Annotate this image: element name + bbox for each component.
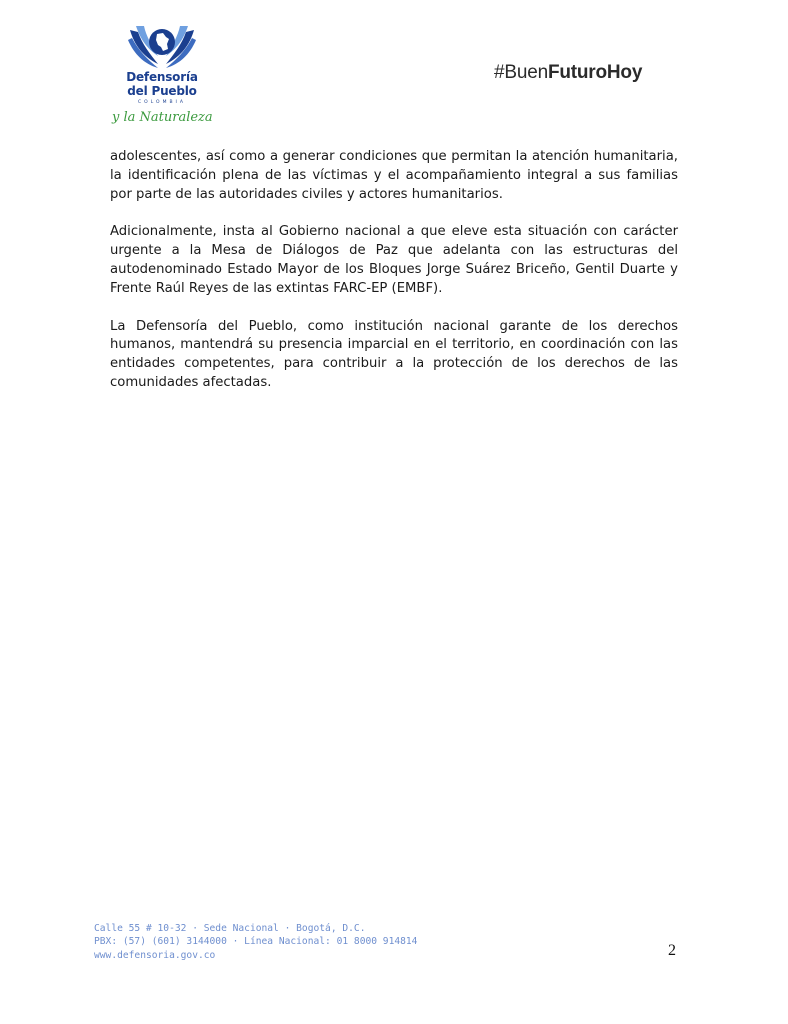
body-paragraph: La Defensoría del Pueblo, como institución nacional garante de los derechos humanos, mantendrá su presencia imparcial en el territorio, en coordinación con las entidades competentes, para contribuir a la protección de los derechos de las comunidades afectadas. <box>110 318 678 390</box>
body-paragraph: adolescentes, así como a generar condiciones que permitan la atención humanitaria, la identificación plena de las víctimas y el acompañamiento integral a sus familias por parte de las autoridades civiles y actores humanitarios. <box>110 149 678 202</box>
body-paragraph: Adicionalmente, insta al Gobierno nacional a que eleve esta situación con carácter urgente a la Mesa de Diálogos de Paz que adelanta con las estructuras del autodenominado Estado Mayor de los Bloques Jorge Suárez Briceño, Gentil Duarte y Frente Raúl Reyes de las extintas FARC-EP (EMBF). <box>110 224 678 296</box>
footer-address: Calle 55 # 10-32 · Sede Nacional · Bogotá, D.C. <box>94 923 366 934</box>
page-footer <box>94 922 417 962</box>
page-number: 2 <box>668 942 676 959</box>
hashtag-part1: #Buen <box>494 62 548 83</box>
campaign-hashtag <box>494 62 642 84</box>
footer-phone: PBX: (57) (601) 3144000 · Línea Nacional: 01 8000 914814 <box>94 936 418 948</box>
footer-website[interactable]: www.defensoria.gov.co <box>94 949 216 961</box>
defensoria-logo <box>104 24 220 136</box>
logo-country: COLOMBIA <box>138 100 186 105</box>
logo-name-line1: Defensoría <box>126 70 198 84</box>
logo-tagline: y la Naturaleza <box>112 110 213 125</box>
document-body <box>110 148 678 412</box>
hands-holding-map-icon <box>128 24 196 70</box>
logo-name-line2: del Pueblo <box>127 84 197 98</box>
hashtag-part2: FuturoHoy <box>547 62 643 83</box>
